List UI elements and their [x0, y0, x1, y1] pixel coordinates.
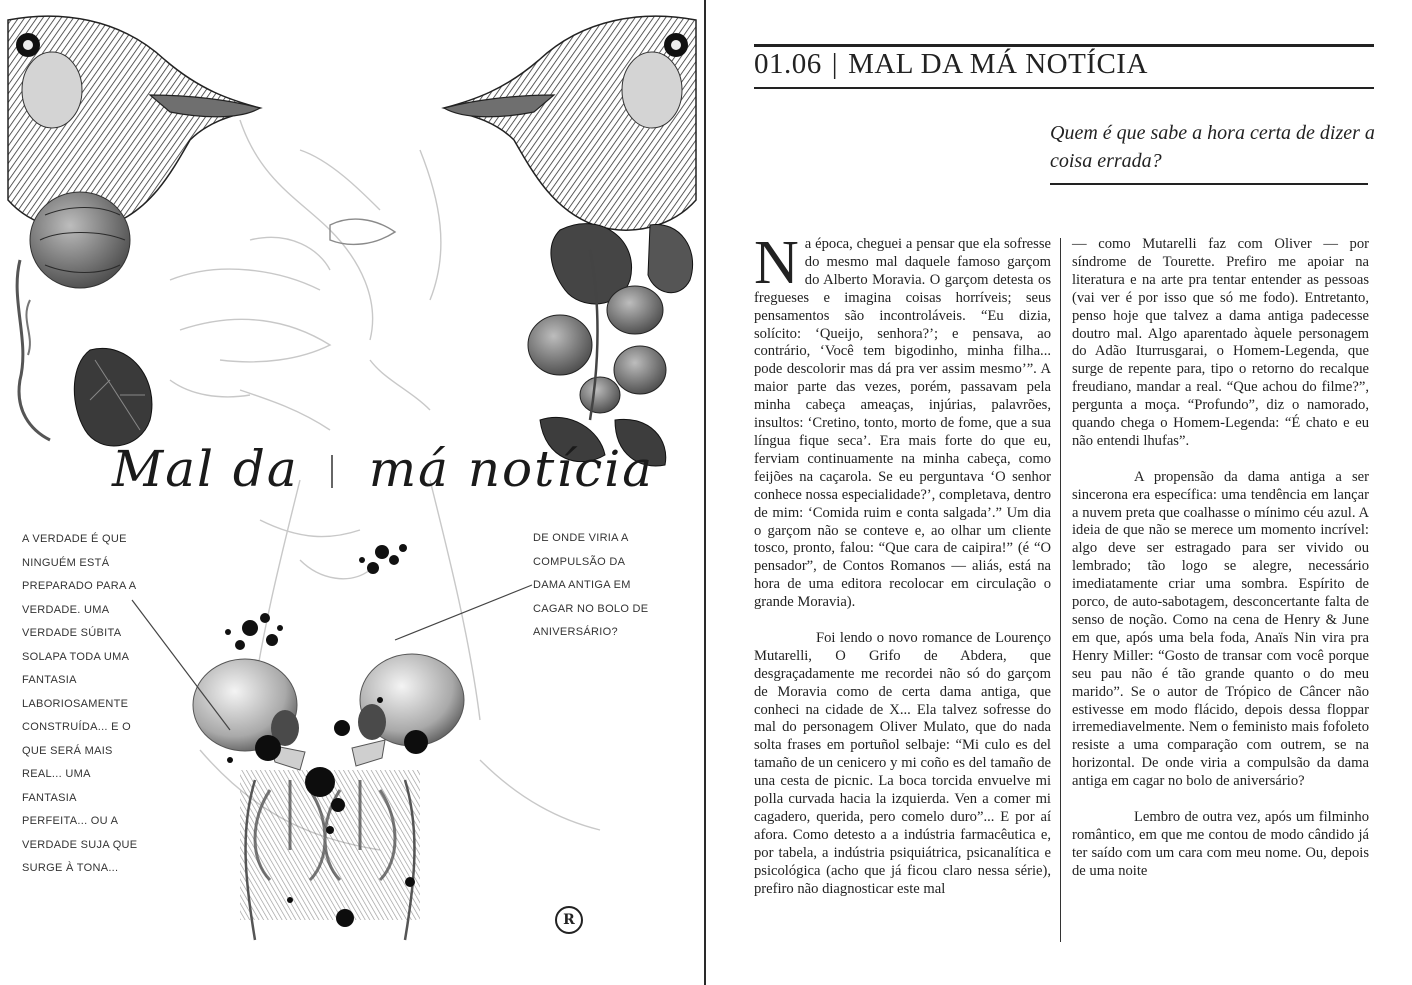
pointer-line-left: [132, 600, 230, 730]
paragraph: — como Mutarelli faz com Oliver — por síndrome de Tourette. Prefiro me apoiar na literatura e na arte pra tentar entender as pessoas (vai ver é por isso que só me fodo). Entretanto, penso hoje que talvez a dama antiga padecesse doutro mal. Algo aparentado àquele personagem do Adão Iturrusgarai, o Homem-Legenda, que surge de repente para, tipo o retorno do recalque freudiano, mandar a real. “Que achou do filme?”, pergunta a moça. “Profundo”, diz o namorado, quando chega o Homem-Legenda: “É chato e eu não entendi lhufas”.: [1072, 236, 1369, 449]
paragraph: A propensão da dama antiga a ser sincerona era específica: uma tendência em lançar a nuvem preta que coalhasse o mínimo céu azul. A ideia de que não se merece um momento incrível: algo deve ser estragado para ser vivido ou lembrado; tão logo se alegre, necessário imediatamente criar uma sombra. Espírito de porco, de auto-sabotagem, desconcertante falta de senso de noção. Como na cena de Henry & June em que, após uma bela foda, Anaïs Nin vira pra Henry Miller: “Gosto de transar com você porque seu pau não é tão grande quanto o do meu marido”. Se o autor de Trópico de Câncer não estivesse em modo flácido, depois dessa floppar irremediavelmente. Nem o feministo mais fofoleto resiste a uma comparação com outrem, se na horizontal. De onde viria a compulsão da dama antiga em cagar no bolo de aniversário?: [1072, 468, 1369, 790]
pointer-line-right: [395, 585, 532, 640]
script-title: [112, 440, 654, 498]
pull-quote-left: A VERDADE É QUE NINGUÉM ESTÁ PREPARADO PARA A VERDADE. UMA VERDADE SÚBITA SOLAPA TODA UMA FANTASIA LABORIOSAMENTE CONSTRUÍDA... E O QUE SERÁ MAIS REAL... UMA FANTASIA PERFEITA... OU A VERDADE SUJA QUE SURGE À TONA...: [22, 533, 138, 874]
header-rule-bottom: [754, 87, 1374, 89]
column-divider: [1060, 238, 1061, 942]
paragraph-text: a época, cheguei a pensar que ela sofresse do mesmo mal daquele famoso garçom do Alberto Moravia. O garçom detesta os fregueses e imagina coisas horríveis; seus pensamentos são incontroláveis. “Eu dizia, solícito: ‘Queijo, senhora?’; e pensava, ao contrário, ‘Você tem bigodinho, minha filha... pode descolorir mas dá pra ver assim mesmo’”. A maior parte das vezes, porém, passavam pela minha cabeça ameaças, injúrias, palavrões, insultos: ‘Cretino, tonto, morto de fome, que a sua língua fique seca’. Era mais forte do que eu, ferviam continuamente na minha cabeça, como feijões na caçarola. Se eu perguntava ‘O senhor conhece nossa especialidade?’, completava, dentro de mim: ‘Comida ruim e conta salgada’.” Um dia o garçom não se conteve e, ao olhar um cliente tosco, pronto, falou: “Que cara de caipira!” (é “O pensador”, de Contos Romanos — aliás, está na hora de uma editora recolocar em circulação o grande Moravia).: [754, 236, 1051, 611]
script-title-part2: má notícia: [368, 440, 655, 498]
drop-cap: N: [754, 229, 799, 297]
paragraph: Foi lendo o novo romance de Lourenço Mutarelli, O Grifo de Abdera, que desgraçadamente me recordei não só do garçom de Moravia como de certa dama antiga, que conheci na cidade de X... Ela talvez sofresse do mal do personagem Oliver Mulato, que do nada solta frases em portuñol selbaje: “Mi culo es del tamaño de un cenicero y mi coño es del tamaño de una cesta de picnic. La boca torcida envuelve mi polla curvada hacia la izquierda. Ven a comer mi cagadero, querida, pero comelo duro”... E por aí afora. Como detesto a a indústria farmacêutica e, por tabela, a indústria psiquiátrica, psicanalítica e psicológica (acho que já ficou claro nessa série), prefiro não diagnosticar este mal: [754, 629, 1051, 897]
section-title: MAL DA MÁ NOTÍCIA: [848, 48, 1148, 80]
script-title-part1: Mal da: [112, 440, 299, 498]
text-column-1: [754, 229, 1051, 899]
kissing-skeletons: [193, 654, 464, 940]
text-column-2: [1072, 236, 1369, 881]
tongue-engraving-right: [444, 16, 696, 230]
tomato-plant-right: [528, 224, 693, 466]
section-number: 01.06: [754, 48, 822, 80]
ink-flowers: [225, 544, 407, 650]
tongue-engraving-left: [8, 16, 260, 230]
header-separator: |: [831, 48, 839, 80]
paragraph: Lembro de outra vez, após um filminho romântico, em que me contou de modo cândido já ter saído com um cara com meu nome. Ou, depois de uma noite: [1072, 808, 1369, 879]
right-page: [706, 0, 1412, 985]
melon-and-vine-left: [17, 192, 152, 446]
subtitle-rule: [1050, 183, 1368, 185]
pull-quote-right: DE ONDE VIRIA A COMPULSÃO DA DAMA ANTIGA EM CAGAR NO BOLO DE ANIVERSÁRIO?: [533, 532, 649, 638]
article-subtitle: Quem é que sabe a hora certa de dizer a coisa errada?: [1050, 122, 1375, 172]
header-rule-top: [754, 44, 1374, 47]
publisher-logo: R: [555, 906, 583, 934]
section-header: [754, 48, 1148, 81]
left-page: [0, 0, 704, 985]
paragraph: [754, 229, 1051, 612]
